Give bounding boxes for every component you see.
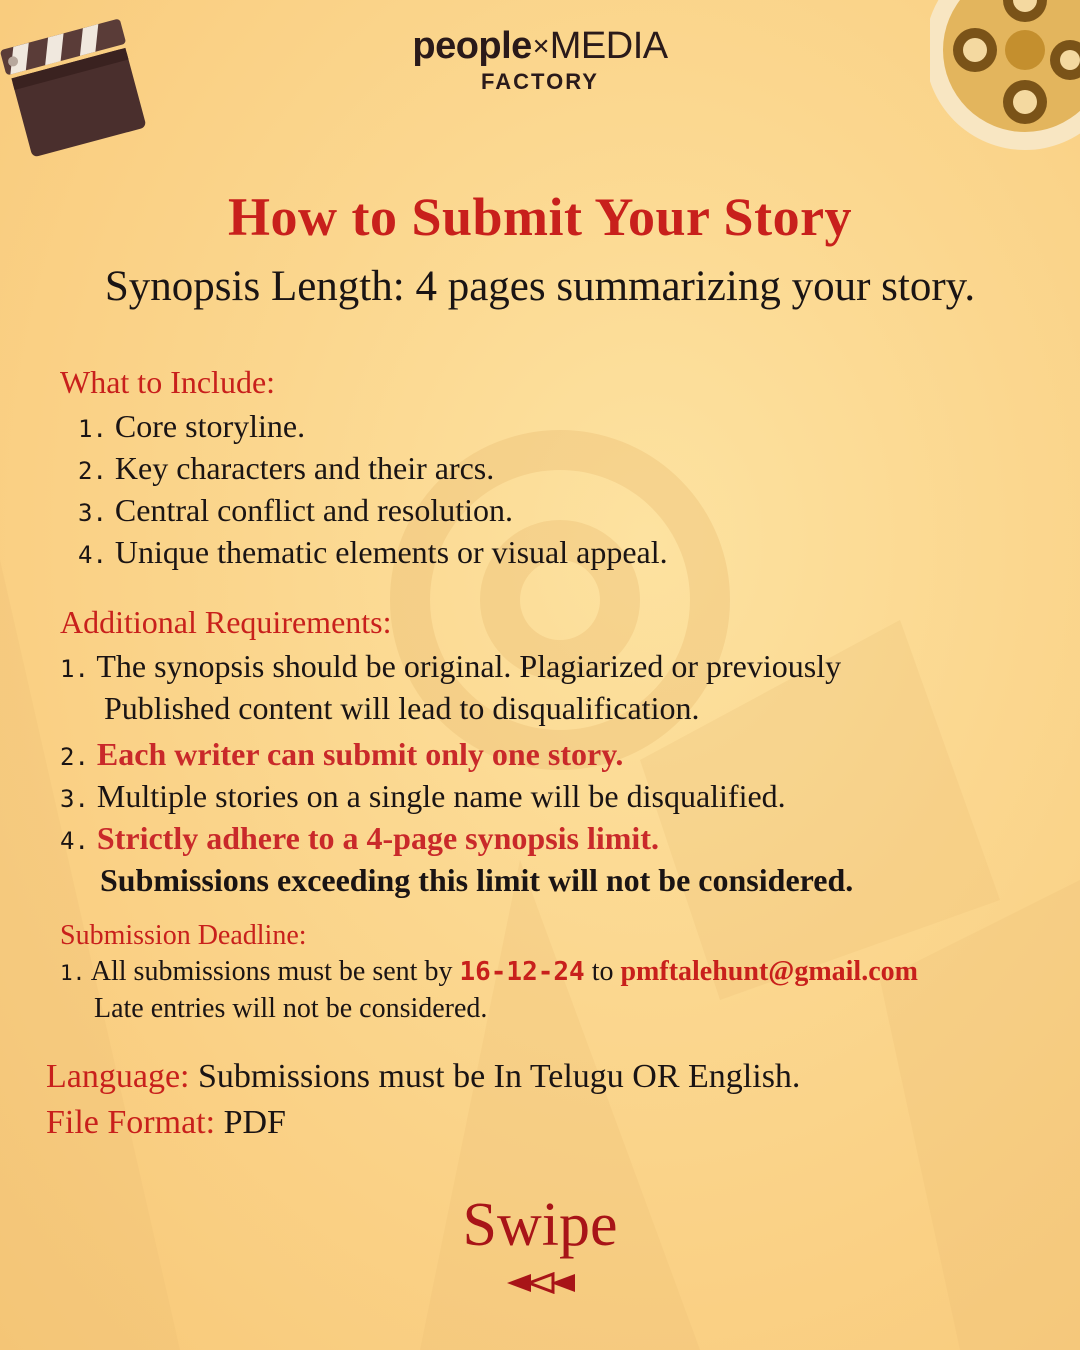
list-item: 3. Multiple stories on a single name will be disqualified. <box>60 778 786 814</box>
list-item: 1. The synopsis should be original. Plagiarized or previously <box>60 648 842 684</box>
clapperboard-icon <box>0 0 150 160</box>
contact-email-link[interactable]: pmftalehunt@gmail.com <box>620 956 918 987</box>
list-item: 4. Strictly adhere to a 4-page synopsis limit. <box>60 820 659 856</box>
file-format-label: File Format: <box>46 1104 216 1141</box>
file-format-line <box>46 1104 286 1142</box>
list-item-continued: Published content will lead to disqualification. <box>104 690 700 726</box>
list-item: 3. Central conflict and resolution. <box>78 492 514 528</box>
list-item-continued: Submissions exceeding this limit will not be considered. <box>100 862 854 898</box>
language-value: Submissions must be In Telugu OR English. <box>198 1058 801 1095</box>
requirements-heading: Additional Requirements: <box>60 604 392 640</box>
brand-logo <box>380 24 700 104</box>
logo-x-icon: ✕ <box>531 34 550 59</box>
logo-factory-text: FACTORY <box>481 69 599 94</box>
deadline-heading: Submission Deadline: <box>60 920 307 951</box>
file-format-value: PDF <box>223 1104 286 1141</box>
list-item: 1. Core storyline. <box>78 408 306 444</box>
list-item: 4. Unique thematic elements or visual appeal. <box>78 534 668 570</box>
swipe-label[interactable]: Swipe <box>462 1191 618 1259</box>
deadline-item-continued: Late entries will not be considered. <box>94 993 488 1024</box>
deadline-item: 1. All submissions must be sent by 16-12-24 to pmftalehunt@gmail.com <box>60 956 918 987</box>
include-heading: What to Include: <box>60 364 276 400</box>
film-reel-icon <box>930 0 1080 160</box>
synopsis-length <box>0 262 1080 311</box>
swipe-arrows-icon[interactable] <box>505 1272 577 1294</box>
synopsis-value: 4 pages summarizing your story. <box>415 263 976 310</box>
logo-media-text: MEDIA <box>549 25 668 67</box>
list-item: 2. Each writer can submit only one story. <box>60 736 624 772</box>
language-label: Language: <box>46 1058 190 1095</box>
language-line <box>46 1058 800 1096</box>
logo-people-text: people <box>412 25 532 67</box>
synopsis-label: Synopsis Length: <box>104 263 405 310</box>
page-title: How to Submit Your Story <box>227 187 853 247</box>
deadline-date: 16-12-24 <box>459 957 585 987</box>
list-item: 2. Key characters and their arcs. <box>78 450 495 486</box>
